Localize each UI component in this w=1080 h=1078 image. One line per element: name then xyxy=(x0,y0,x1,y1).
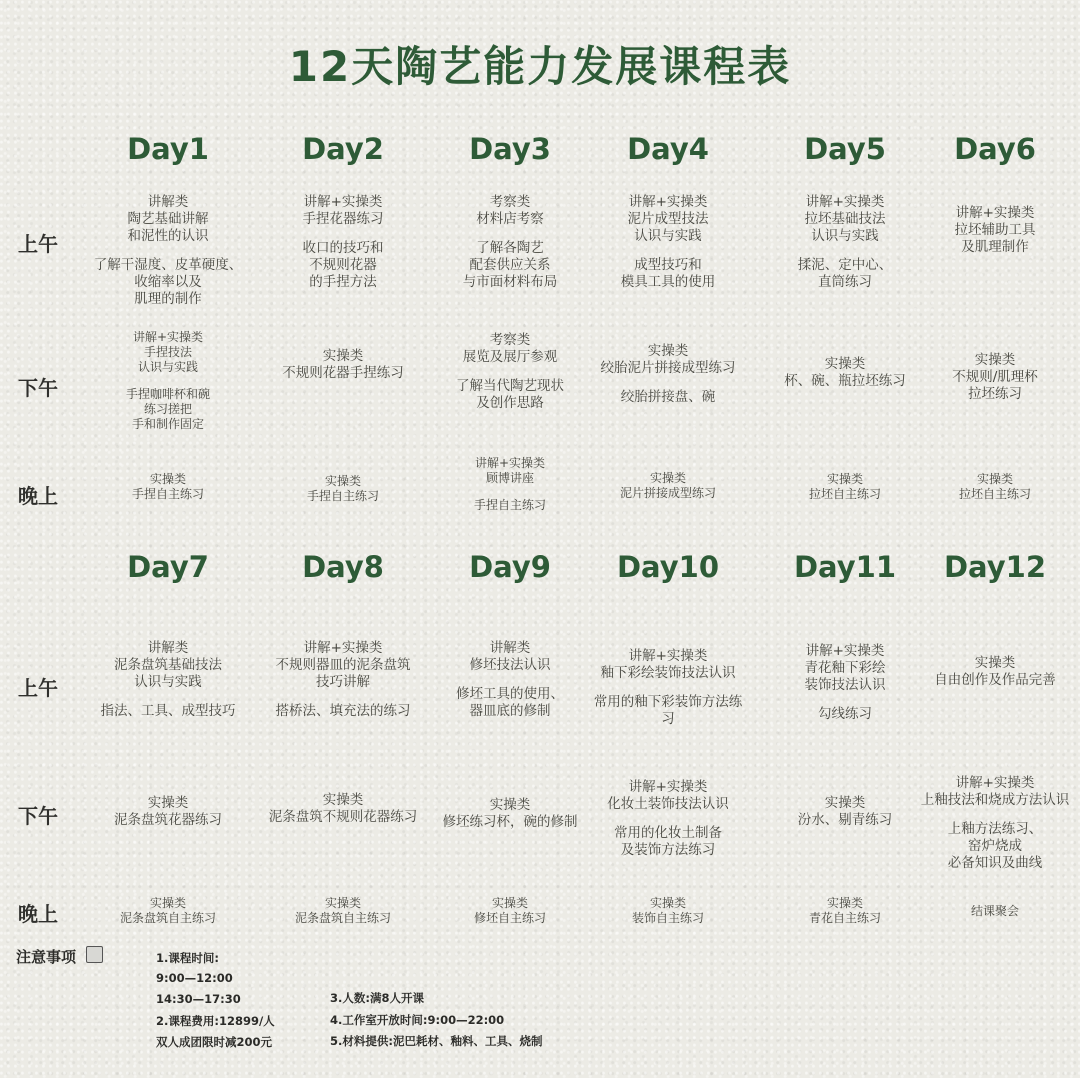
note-item: 4.工作室开放时间:9:00—22:00 xyxy=(330,1013,505,1027)
cell-line: 实操类 xyxy=(824,795,866,811)
cell-line: 装饰自主练习 xyxy=(631,911,704,925)
period-label-evening: 晚上 xyxy=(18,902,58,926)
schedule-cell xyxy=(580,471,756,501)
cell-line: 揉泥、定中心、 xyxy=(797,257,893,273)
cell-line: 实操类 xyxy=(491,896,528,910)
day-heading: Day8 xyxy=(302,550,384,584)
cell-line: 实操类 xyxy=(649,471,686,485)
cell-line: 习 xyxy=(661,711,675,727)
cell-line: 练习搓把 xyxy=(143,402,192,416)
cell-line: 杯、碗、瓶拉坯练习 xyxy=(784,373,906,389)
cell-line: 讲解+实操类 xyxy=(628,779,708,795)
page-title: 12天陶艺能力发展课程表 xyxy=(288,42,792,91)
notes-label: 注意事项 xyxy=(16,948,77,966)
cell-line: 讲解+实操类 xyxy=(955,775,1035,791)
cell-line: 拉坯自主练习 xyxy=(958,487,1031,501)
cell-line: 搭桥法、填充法的练习 xyxy=(275,703,411,719)
schedule-cell xyxy=(907,352,1080,403)
cell-line: 常用的化妆土制备 xyxy=(614,825,722,841)
cell-line: 绞胎拼接盘、碗 xyxy=(620,389,716,405)
period-label-morning: 上午 xyxy=(18,676,58,700)
day-heading: Day6 xyxy=(954,132,1036,166)
cell-line: 实操类 xyxy=(649,896,686,910)
cell-line: 窑炉烧成 xyxy=(968,838,1022,854)
cell-line: 讲解+实操类 xyxy=(805,643,885,659)
cell-line: 手捏自主练习 xyxy=(131,487,204,501)
cell-line: 认识与实践 xyxy=(634,228,702,244)
schedule-cell xyxy=(907,904,1080,919)
cell-line: 手捏自主练习 xyxy=(473,498,546,512)
cell-spacer xyxy=(907,809,1080,821)
cell-spacer xyxy=(80,375,256,387)
cell-line: 认识与实践 xyxy=(134,674,202,690)
cell-line: 讲解+实操类 xyxy=(628,194,708,210)
cell-line: 收缩率以及 xyxy=(134,274,202,290)
cell-line: 手捏花器练习 xyxy=(302,211,384,227)
day-heading: Day11 xyxy=(793,550,896,584)
schedule-cell xyxy=(580,194,756,291)
day-heading: Day7 xyxy=(127,550,209,584)
cell-line: 讲解+实操类 xyxy=(474,456,546,470)
schedule-cell xyxy=(907,205,1080,256)
cell-line: 釉下彩绘装饰技法认识 xyxy=(600,665,736,681)
schedule-cell xyxy=(255,474,431,504)
cell-spacer xyxy=(580,813,756,825)
schedule-cell xyxy=(80,472,256,502)
period-label-afternoon: 下午 xyxy=(18,804,58,828)
schedule-cell xyxy=(255,640,431,720)
cell-line: 材料店考察 xyxy=(476,211,544,227)
cell-spacer xyxy=(580,377,756,389)
cell-line: 指法、工具、成型技巧 xyxy=(100,703,236,719)
schedule-cell xyxy=(80,795,256,829)
schedule-cell xyxy=(422,797,598,831)
cell-line: 及创作思路 xyxy=(476,395,544,411)
cell-line: 实操类 xyxy=(974,655,1016,671)
cell-line: 泥条盘筑自主练习 xyxy=(294,911,391,925)
note-item: 5.材料提供:泥巴耗材、釉料、工具、烧制 xyxy=(330,1034,543,1048)
cell-spacer xyxy=(580,682,756,694)
cell-line: 汾水、剔青练习 xyxy=(797,812,893,828)
cell-line: 配套供应关系 xyxy=(469,257,551,273)
cell-line: 讲解类 xyxy=(147,640,189,656)
cell-line: 讲解+实操类 xyxy=(303,640,383,656)
cell-line: 讲解+实操类 xyxy=(303,194,383,210)
notes-checkbox-icon xyxy=(86,946,103,963)
cell-line: 必备知识及曲线 xyxy=(947,855,1043,871)
cell-line: 勾线练习 xyxy=(818,706,872,722)
cell-line: 了解各陶艺 xyxy=(476,240,544,256)
schedule-cell xyxy=(907,472,1080,502)
period-label-evening: 晚上 xyxy=(18,484,58,508)
cell-line: 实操类 xyxy=(824,356,866,372)
cell-line: 实操类 xyxy=(489,797,531,813)
cell-line: 实操类 xyxy=(149,896,186,910)
cell-line: 了解干湿度、皮革硬度、 xyxy=(93,257,243,273)
cell-line: 手和制作固定 xyxy=(131,417,204,431)
cell-line: 泥条盘筑自主练习 xyxy=(119,911,216,925)
cell-line: 上釉方法练习、 xyxy=(947,821,1043,837)
schedule-cell xyxy=(255,896,431,926)
cell-spacer xyxy=(255,691,431,703)
day-heading: Day4 xyxy=(627,132,709,166)
schedule-cell xyxy=(255,792,431,826)
cell-line: 及装饰方法练习 xyxy=(620,842,716,858)
cell-line: 讲解类 xyxy=(489,640,531,656)
schedule-cell xyxy=(580,779,756,859)
period-label-morning: 上午 xyxy=(18,232,58,256)
schedule-cell xyxy=(422,332,598,412)
cell-line: 和泥性的认识 xyxy=(127,228,209,244)
cell-line: 展览及展厅参观 xyxy=(462,349,558,365)
cell-line: 收口的技巧和 xyxy=(302,240,384,256)
cell-line: 了解当代陶艺现状 xyxy=(456,378,564,394)
cell-line: 泥片成型技法 xyxy=(627,211,709,227)
cell-spacer xyxy=(757,694,933,706)
cell-line: 肌理的制作 xyxy=(134,291,202,307)
cell-line: 成型技巧和 xyxy=(634,257,702,273)
schedule-cell xyxy=(80,896,256,926)
schedule-cell xyxy=(422,456,598,513)
cell-line: 不规则器皿的泥条盘筑 xyxy=(275,657,411,673)
cell-line: 自由创作及作品完善 xyxy=(934,672,1056,688)
schedule-cell xyxy=(580,343,756,406)
schedule-cell xyxy=(907,775,1080,872)
cell-line: 泥条盘筑基础技法 xyxy=(114,657,222,673)
cell-line: 不规则花器 xyxy=(309,257,377,273)
cell-line: 实操类 xyxy=(826,896,863,910)
schedule-cell xyxy=(80,640,256,720)
cell-line: 不规则花器手捏练习 xyxy=(282,365,404,381)
schedule-cell xyxy=(80,330,256,432)
cell-line: 绞胎泥片拼接成型练习 xyxy=(600,360,736,376)
day-heading: Day9 xyxy=(469,550,551,584)
cell-line: 常用的釉下彩装饰方法练 xyxy=(593,694,743,710)
cell-line: 讲解+实操类 xyxy=(955,205,1035,221)
cell-spacer xyxy=(422,674,598,686)
cell-line: 实操类 xyxy=(149,472,186,486)
cell-line: 实操类 xyxy=(976,472,1013,486)
day-heading: Day5 xyxy=(804,132,886,166)
cell-spacer xyxy=(422,486,598,498)
schedule-cell xyxy=(422,896,598,926)
day-heading: Day3 xyxy=(469,132,551,166)
cell-spacer xyxy=(580,245,756,257)
cell-line: 装饰技法认识 xyxy=(804,677,886,693)
cell-line: 讲解类 xyxy=(147,194,189,210)
cell-spacer xyxy=(255,228,431,240)
note-item: 1.课程时间: xyxy=(156,951,219,965)
schedule-cell xyxy=(907,655,1080,689)
cell-line: 不规则/肌理杯 xyxy=(952,369,1038,385)
cell-spacer xyxy=(80,691,256,703)
schedule-cell xyxy=(255,348,431,382)
cell-line: 化妆土装饰技法认识 xyxy=(607,796,729,812)
cell-line: 实操类 xyxy=(974,352,1016,368)
cell-line: 考察类 xyxy=(489,332,531,348)
cell-line: 修坯自主练习 xyxy=(473,911,546,925)
cell-line: 实操类 xyxy=(147,795,189,811)
cell-line: 直筒练习 xyxy=(818,274,872,290)
cell-line: 泥条盘筑不规则花器练习 xyxy=(268,809,418,825)
note-item: 9:00—12:00 xyxy=(156,971,233,985)
cell-line: 顾博讲座 xyxy=(485,471,534,485)
cell-line: 及肌理制作 xyxy=(961,239,1029,255)
cell-line: 讲解+实操类 xyxy=(628,648,708,664)
schedule-cell xyxy=(255,194,431,291)
cell-line: 考察类 xyxy=(489,194,531,210)
cell-line: 实操类 xyxy=(826,472,863,486)
period-label-afternoon: 下午 xyxy=(18,376,58,400)
day-heading: Day2 xyxy=(302,132,384,166)
cell-line: 拉坯练习 xyxy=(968,386,1022,402)
cell-line: 实操类 xyxy=(324,896,361,910)
schedule-cell xyxy=(580,648,756,728)
cell-line: 认识与实践 xyxy=(811,228,879,244)
note-item: 双人成团限时减200元 xyxy=(156,1035,273,1049)
schedule-cell xyxy=(580,896,756,926)
day-heading: Day1 xyxy=(127,132,209,166)
cell-line: 修坯技法认识 xyxy=(469,657,551,673)
cell-line: 修坯工具的使用、 xyxy=(456,686,564,702)
cell-line: 上釉技法和烧成方法认识 xyxy=(920,792,1070,808)
cell-spacer xyxy=(80,245,256,257)
cell-line: 手捏技法 xyxy=(143,345,192,359)
cell-line: 器皿底的修制 xyxy=(469,703,551,719)
cell-line: 结课聚会 xyxy=(970,904,1019,918)
cell-line: 拉坯自主练习 xyxy=(808,487,881,501)
cell-line: 讲解+实操类 xyxy=(132,330,204,344)
day-heading: Day12 xyxy=(943,550,1046,584)
note-item: 3.人数:满8人开课 xyxy=(330,991,424,1005)
cell-line: 实操类 xyxy=(322,792,364,808)
cell-line: 青花自主练习 xyxy=(808,911,881,925)
cell-line: 认识与实践 xyxy=(137,360,198,374)
cell-line: 手捏咖啡杯和碗 xyxy=(125,387,210,401)
cell-line: 的手捏方法 xyxy=(309,274,377,290)
schedule-cell xyxy=(80,194,256,308)
cell-line: 手捏自主练习 xyxy=(306,489,379,503)
schedule-cell xyxy=(422,640,598,720)
cell-line: 实操类 xyxy=(324,474,361,488)
cell-line: 讲解+实操类 xyxy=(805,194,885,210)
cell-line: 模具工具的使用 xyxy=(620,274,716,290)
cell-spacer xyxy=(422,228,598,240)
cell-line: 技巧讲解 xyxy=(316,674,370,690)
cell-line: 拉坯基础技法 xyxy=(804,211,886,227)
cell-line: 实操类 xyxy=(647,343,689,359)
cell-line: 与市面材料布局 xyxy=(462,274,558,290)
cell-line: 修坯练习杯，碗的修制 xyxy=(442,814,578,830)
cell-line: 陶艺基础讲解 xyxy=(127,211,209,227)
cell-line: 青花釉下彩绘 xyxy=(804,660,886,676)
day-heading: Day10 xyxy=(616,550,719,584)
schedule-cell xyxy=(422,194,598,291)
note-item: 2.课程费用:12899/人 xyxy=(156,1014,275,1028)
note-item: 14:30—17:30 xyxy=(156,992,241,1006)
cell-line: 拉坯辅助工具 xyxy=(954,222,1036,238)
cell-spacer xyxy=(422,366,598,378)
cell-line: 泥条盘筑花器练习 xyxy=(114,812,222,828)
cell-line: 泥片拼接成型练习 xyxy=(619,486,716,500)
cell-line: 实操类 xyxy=(322,348,364,364)
